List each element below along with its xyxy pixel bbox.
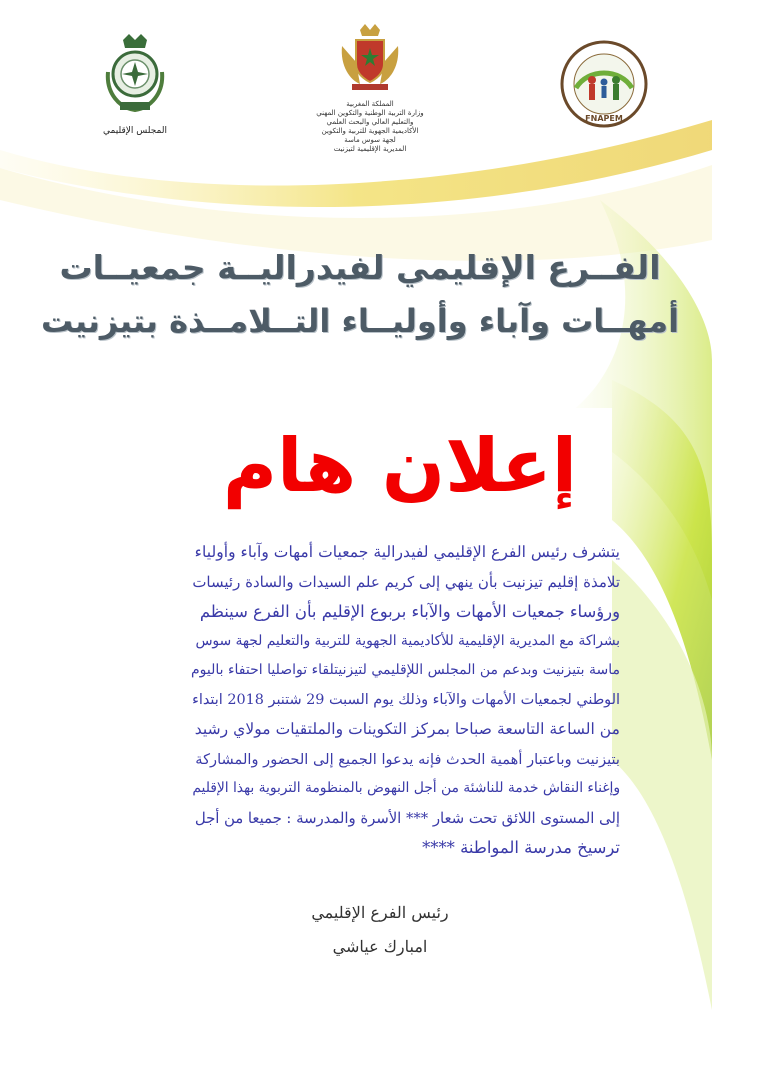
provincial-council-caption: المجلس الإقليمي bbox=[103, 126, 167, 136]
ministry-line: والتعليم العالي والبحث العلمي bbox=[326, 118, 414, 126]
ministry-logo bbox=[285, 22, 455, 154]
ministry-line: وزارة التربية الوطنية والتكوين المهني bbox=[316, 109, 424, 117]
signature-name: امبارك عياشي bbox=[332, 937, 428, 956]
signature-title: رئيس الفرع الإقليمي bbox=[311, 903, 449, 922]
body-line: بشراكة مع المديرية الإقليمية للأكاديمية الجهوية للتربية والتعليم لجهة سوس bbox=[195, 632, 620, 649]
body-line: ترسيخ مدرسة المواطنة **** bbox=[422, 838, 620, 857]
headline-line-1: الفــرع الإقليمي لفيدراليــة جمعيــات bbox=[59, 248, 661, 287]
provincial-council-emblem-icon bbox=[100, 32, 170, 122]
body-line: ورؤساء جمعيات الأمهات والآباء بربوع الإقليم بأن الفرع سينظم bbox=[199, 602, 620, 621]
ministry-text-block bbox=[285, 100, 455, 154]
headline-line-2: أمهــات وآباء وأوليــاء التــلامــذة بتيزنيت bbox=[40, 302, 680, 340]
body-line: تلامذة إقليم تيزنيت بأن ينهي إلى كريم علم السيدات والسادة رئيسات bbox=[192, 572, 620, 591]
announcement-title: إعلان هام bbox=[222, 423, 578, 509]
ministry-line: الأكاديمية الجهوية للتربية والتكوين bbox=[321, 127, 419, 135]
announcement-body bbox=[190, 538, 620, 863]
body-line: الوطني لجمعيات الأمهات والآباء وذلك يوم السبت 29 شتنبر 2018 ابتداء bbox=[192, 691, 620, 708]
body-line: من الساعة التاسعة صباحا بمركز التكوينات والملتقيات مولاي رشيد bbox=[194, 720, 620, 738]
body-line: ماسة بتيزنيت وبدعم من المجلس اللإقليمي لتيزنيتلقاء تواصليا احتفاء باليوم bbox=[190, 662, 620, 678]
moroccan-coat-of-arms-icon bbox=[338, 22, 402, 94]
ministry-line: لجهة سوس ماسة bbox=[344, 136, 396, 144]
fnapem-logo bbox=[548, 38, 660, 138]
body-line: بتيزنيت وباعتبار أهمية الحدث فإنه يدعوا الجميع إلى الحضور والمشاركة bbox=[195, 750, 620, 768]
ministry-line: المديرية الإقليمية لتيزنيت bbox=[333, 145, 407, 153]
fnapem-acronym: FNAPEM bbox=[585, 114, 623, 123]
body-line: إلى المستوى اللائق تحت شعار *** الأسرة والمدرسة : جميعا من أجل bbox=[194, 809, 620, 827]
provincial-council-logo bbox=[80, 32, 190, 137]
body-line: وإغناء النقاش خدمة للناشئة من أجل النهوض بالمنظومة التربوية بهذا الإقليم bbox=[192, 780, 620, 796]
fnapem-family-emblem-icon bbox=[554, 38, 654, 134]
body-line: يتشرف رئيس الفرع الإقليمي لفيدرالية جمعيات أمهات وآباء وأولياء bbox=[194, 543, 620, 561]
ministry-line: المملكة المغربية bbox=[346, 100, 394, 108]
